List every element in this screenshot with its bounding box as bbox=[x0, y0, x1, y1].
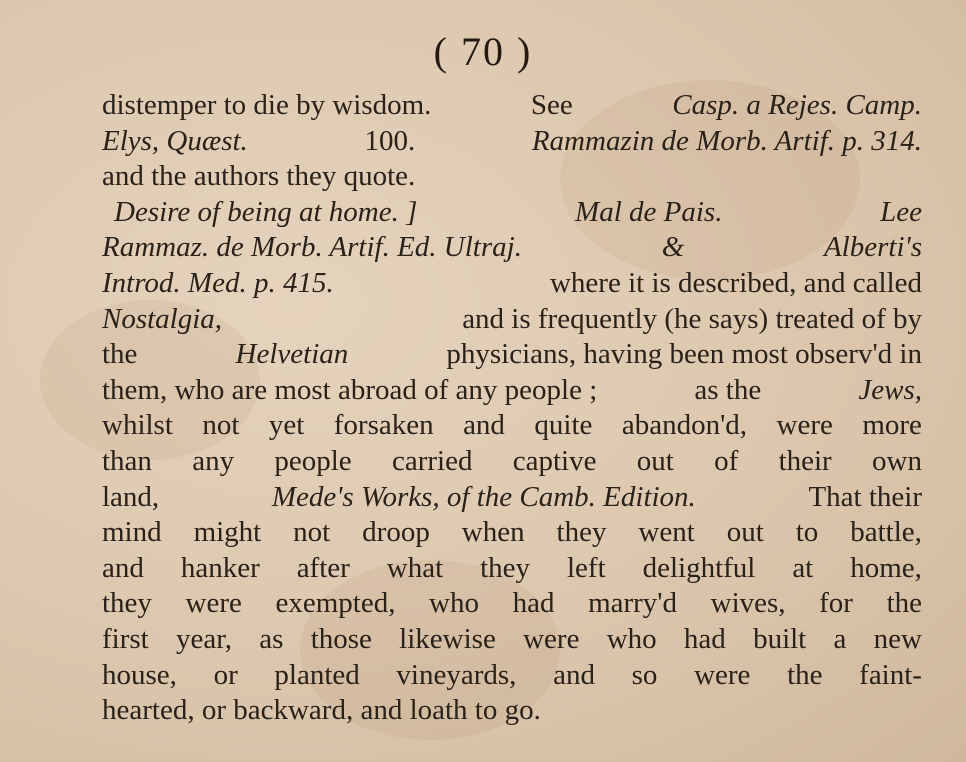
text-segment-italic: Casp. a Rejes. Camp. bbox=[672, 89, 922, 121]
word: not bbox=[202, 409, 240, 442]
text-segment: them, who are most abroad of any people ; bbox=[102, 373, 598, 406]
word: had bbox=[512, 587, 555, 620]
word: carried bbox=[391, 444, 473, 477]
word: as bbox=[259, 622, 284, 655]
text-segment: distemper to die by wisdom. bbox=[102, 89, 432, 121]
word: were bbox=[776, 409, 833, 442]
text-segment-italic: Nostalgia, bbox=[102, 302, 223, 335]
word: left bbox=[566, 551, 606, 584]
word: vineyards, bbox=[396, 658, 517, 691]
word: who bbox=[606, 622, 657, 655]
text-line-11 bbox=[102, 444, 922, 480]
word: they bbox=[102, 587, 152, 620]
text-line-17 bbox=[102, 658, 922, 694]
word: abandon'd, bbox=[621, 409, 748, 442]
text-segment: hearted, or backward, and loath to go. bbox=[102, 694, 541, 727]
word: who bbox=[429, 587, 479, 620]
word: for bbox=[819, 587, 853, 620]
word: a bbox=[833, 622, 847, 655]
text-line-15 bbox=[102, 586, 922, 622]
text-line-1 bbox=[102, 88, 922, 124]
body-text bbox=[102, 88, 922, 729]
word: battle, bbox=[850, 516, 922, 549]
word: those bbox=[310, 622, 372, 655]
word: out bbox=[636, 444, 674, 477]
word: what bbox=[386, 551, 444, 584]
text-line-18 bbox=[102, 693, 922, 729]
text-segment-italic: Desire of being at home. ] bbox=[114, 195, 418, 228]
text-line-16 bbox=[102, 622, 922, 658]
word: than bbox=[102, 444, 152, 477]
word: mind bbox=[102, 516, 162, 549]
word: yet bbox=[268, 409, 305, 442]
text-line-12 bbox=[102, 480, 922, 516]
word: were bbox=[523, 622, 580, 655]
word: the bbox=[787, 658, 823, 691]
word: hanker bbox=[180, 551, 260, 584]
text-segment-italic: Alberti's bbox=[823, 231, 922, 264]
text-segment-italic: Rammazin de Morb. Artif. p. 314. bbox=[531, 124, 922, 157]
word: whilst bbox=[102, 409, 173, 442]
text-segment: as the bbox=[694, 373, 762, 406]
text-segment: and is frequently (he says) treated of by bbox=[462, 302, 922, 335]
word: so bbox=[631, 658, 658, 691]
word: delightful bbox=[642, 551, 756, 584]
text-segment-italic: Elys, Quæst. bbox=[102, 124, 248, 157]
word: more bbox=[862, 409, 922, 442]
text-segment-italic: Rammaz. de Morb. Artif. Ed. Ultraj. bbox=[102, 231, 522, 264]
word: were bbox=[185, 587, 242, 620]
text-segment: where it is described, and called bbox=[549, 266, 922, 299]
word: when bbox=[461, 516, 525, 549]
word: own bbox=[872, 444, 922, 477]
word: any bbox=[192, 444, 235, 477]
text-segment: land, bbox=[102, 480, 160, 513]
word: wives, bbox=[710, 587, 786, 620]
text-line-7 bbox=[102, 302, 922, 338]
word: and bbox=[553, 658, 595, 691]
word: were bbox=[694, 658, 751, 691]
word: their bbox=[778, 444, 832, 477]
word: droop bbox=[362, 516, 430, 549]
word: not bbox=[293, 516, 331, 549]
word: at bbox=[792, 551, 814, 584]
text-segment-italic: Lee bbox=[880, 195, 922, 228]
word: likewise bbox=[399, 622, 496, 655]
text-line-13 bbox=[102, 515, 922, 551]
word: had bbox=[683, 622, 726, 655]
word: year, bbox=[175, 622, 232, 655]
text-segment: the bbox=[102, 338, 138, 371]
text-line-9 bbox=[102, 373, 922, 409]
text-line-14 bbox=[102, 551, 922, 587]
word: they bbox=[480, 551, 531, 584]
text-line-4 bbox=[102, 195, 922, 231]
text-segment-italic: & bbox=[661, 231, 685, 264]
word: out bbox=[726, 516, 764, 549]
word: the bbox=[886, 587, 922, 620]
text-line-5 bbox=[102, 230, 922, 266]
text-segment-italic: Mal de Pais. bbox=[575, 195, 723, 228]
word: went bbox=[638, 516, 695, 549]
text-segment: and the authors they quote. bbox=[102, 160, 416, 193]
word: exempted, bbox=[275, 587, 396, 620]
text-segment-italic: Mede's Works, of the Camb. Edition. bbox=[271, 480, 696, 513]
text-segment-italic: Jews, bbox=[858, 373, 922, 406]
word: marry'd bbox=[588, 587, 678, 620]
text-segment-italic: Introd. Med. p. 415. bbox=[102, 266, 334, 299]
word: of bbox=[714, 444, 739, 477]
word: people bbox=[274, 444, 352, 477]
text-line-3 bbox=[102, 159, 922, 195]
word: or bbox=[213, 658, 238, 691]
text-segment: See bbox=[530, 89, 573, 121]
word: to bbox=[795, 516, 819, 549]
word: and bbox=[463, 409, 505, 442]
word: might bbox=[193, 516, 262, 549]
word: planted bbox=[274, 658, 360, 691]
text-segment: physicians, having been most observ'd in bbox=[446, 338, 922, 371]
word: forsaken bbox=[333, 409, 434, 442]
word: captive bbox=[512, 444, 597, 477]
text-line-6 bbox=[102, 266, 922, 302]
word: they bbox=[556, 516, 607, 549]
text-segment: That their bbox=[808, 480, 922, 513]
text-segment: 100. bbox=[364, 124, 416, 157]
word: and bbox=[102, 551, 144, 584]
word: home, bbox=[850, 551, 922, 584]
word: built bbox=[753, 622, 807, 655]
text-line-2 bbox=[102, 124, 922, 160]
word: after bbox=[296, 551, 350, 584]
page-number: ( 70 ) bbox=[433, 29, 533, 74]
text-line-10 bbox=[102, 408, 922, 444]
word: house, bbox=[102, 658, 177, 691]
text-segment-italic: Helvetian bbox=[235, 338, 349, 371]
word: quite bbox=[534, 409, 593, 442]
word: first bbox=[102, 622, 149, 655]
word: new bbox=[873, 622, 922, 655]
text-line-8 bbox=[102, 337, 922, 373]
word: faint- bbox=[859, 658, 922, 691]
